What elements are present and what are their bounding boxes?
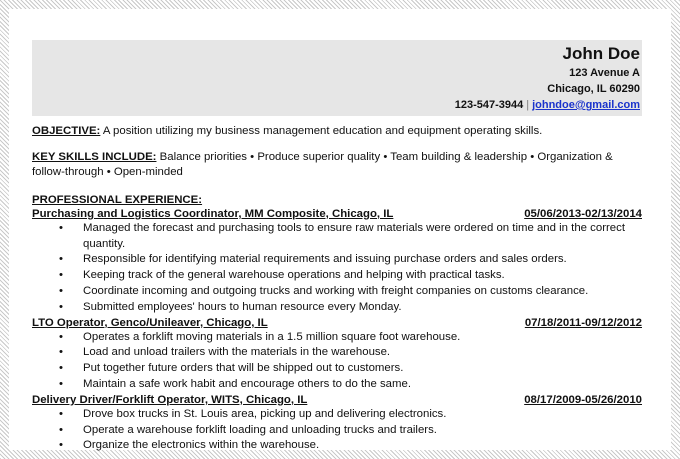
bullet-icon: •	[59, 423, 63, 436]
list-item	[32, 300, 642, 316]
street-address: 123 Avenue A	[569, 67, 640, 79]
list-item	[32, 345, 642, 361]
list-item	[32, 423, 642, 439]
duty-text: Managed the forecast and purchasing tools to ensure raw materials were ordered on time and in the correct quantity.	[83, 221, 625, 250]
bullet-icon: •	[59, 362, 63, 375]
job-heading	[32, 207, 642, 221]
duty-text: Coordinate incoming and outgoing trucks and working with freight companies on customs clearance.	[83, 284, 589, 297]
job-dates: 07/18/2011-09/12/2012	[524, 316, 642, 329]
list-item	[32, 438, 642, 454]
contact-line	[32, 97, 640, 113]
email-link[interactable]: johndoe@gmail.com	[532, 99, 640, 111]
duty-text: Operate a warehouse forklift loading and unloading trucks and trailers.	[83, 423, 437, 436]
duty-text: Keeping track of the general warehouse operations and helping with practical tasks.	[83, 269, 505, 282]
list-item	[32, 284, 642, 300]
bullet-icon: •	[59, 346, 63, 359]
list-item	[32, 268, 642, 284]
duty-text: Submitted employees' hours to human resource every Monday.	[83, 300, 402, 313]
bullet-icon: •	[59, 284, 63, 297]
city-state-zip: Chicago, IL 60290	[547, 83, 640, 95]
objective-text: A position utilizing my business management education and equipment operating skills.	[100, 125, 543, 137]
candidate-name: John Doe	[562, 44, 640, 63]
list-item	[32, 377, 642, 393]
job-duties-list	[32, 221, 642, 316]
resume-header	[32, 40, 642, 116]
objective-section	[32, 124, 642, 140]
bullet-icon: •	[59, 407, 63, 420]
job-heading	[32, 316, 642, 330]
list-item	[32, 361, 642, 377]
job-dates: 08/17/2009-05/26/2010	[524, 393, 642, 406]
experience-title: PROFESSIONAL EXPERIENCE:	[32, 193, 203, 206]
duty-text: Operates a forklift moving materials in a 1.5 million square foot warehouse.	[83, 330, 461, 343]
bullet-icon: •	[59, 221, 63, 234]
duty-text: Put together future orders that will be shipped out to customers.	[83, 362, 404, 375]
skills-text: Balance priorities • Produce superior quality • Team building & leadership • Organization & follow-through • Open-minded	[32, 150, 613, 179]
list-item	[32, 330, 642, 346]
bullet-icon: •	[59, 300, 63, 313]
duty-text: Drove box trucks in St. Louis area, picking up and delivering electronics.	[83, 407, 447, 420]
bullet-icon: •	[59, 439, 63, 452]
job-dates: 05/06/2013-02/13/2014	[524, 207, 642, 220]
skills-section	[32, 150, 642, 181]
list-item	[32, 252, 642, 268]
objective-label: OBJECTIVE:	[32, 125, 101, 137]
duty-text: Organize the electronics within the warehouse.	[83, 439, 320, 452]
contact-separator: |	[526, 99, 530, 111]
list-item	[32, 407, 642, 423]
duty-text: Responsible for identifying material requirements and issuing purchase orders and sales orders.	[83, 253, 567, 266]
duty-text: Maintain a safe work habit and encourage others to do the same.	[83, 377, 411, 390]
duty-text: Load and unload trailers with the materials in the warehouse.	[83, 346, 391, 359]
bullet-icon: •	[59, 253, 63, 266]
job-duties-list	[32, 407, 642, 454]
list-item	[32, 221, 642, 253]
job-title: Delivery Driver/Forklift Operator, WITS, Chicago, IL	[32, 393, 308, 406]
job-duties-list	[32, 330, 642, 393]
bullet-icon: •	[59, 269, 63, 282]
job-title: LTO Operator, Genco/Unileaver, Chicago, IL	[32, 316, 268, 329]
phone-number: 123-547-3944	[454, 99, 524, 111]
resume-page	[32, 40, 642, 454]
job-heading	[32, 393, 642, 407]
skills-label: KEY SKILLS INCLUDE:	[32, 150, 157, 163]
bullet-icon: •	[59, 330, 63, 343]
bullet-icon: •	[59, 377, 63, 390]
job-title: Purchasing and Logistics Coordinator, MM Composite, Chicago, IL	[32, 207, 394, 220]
